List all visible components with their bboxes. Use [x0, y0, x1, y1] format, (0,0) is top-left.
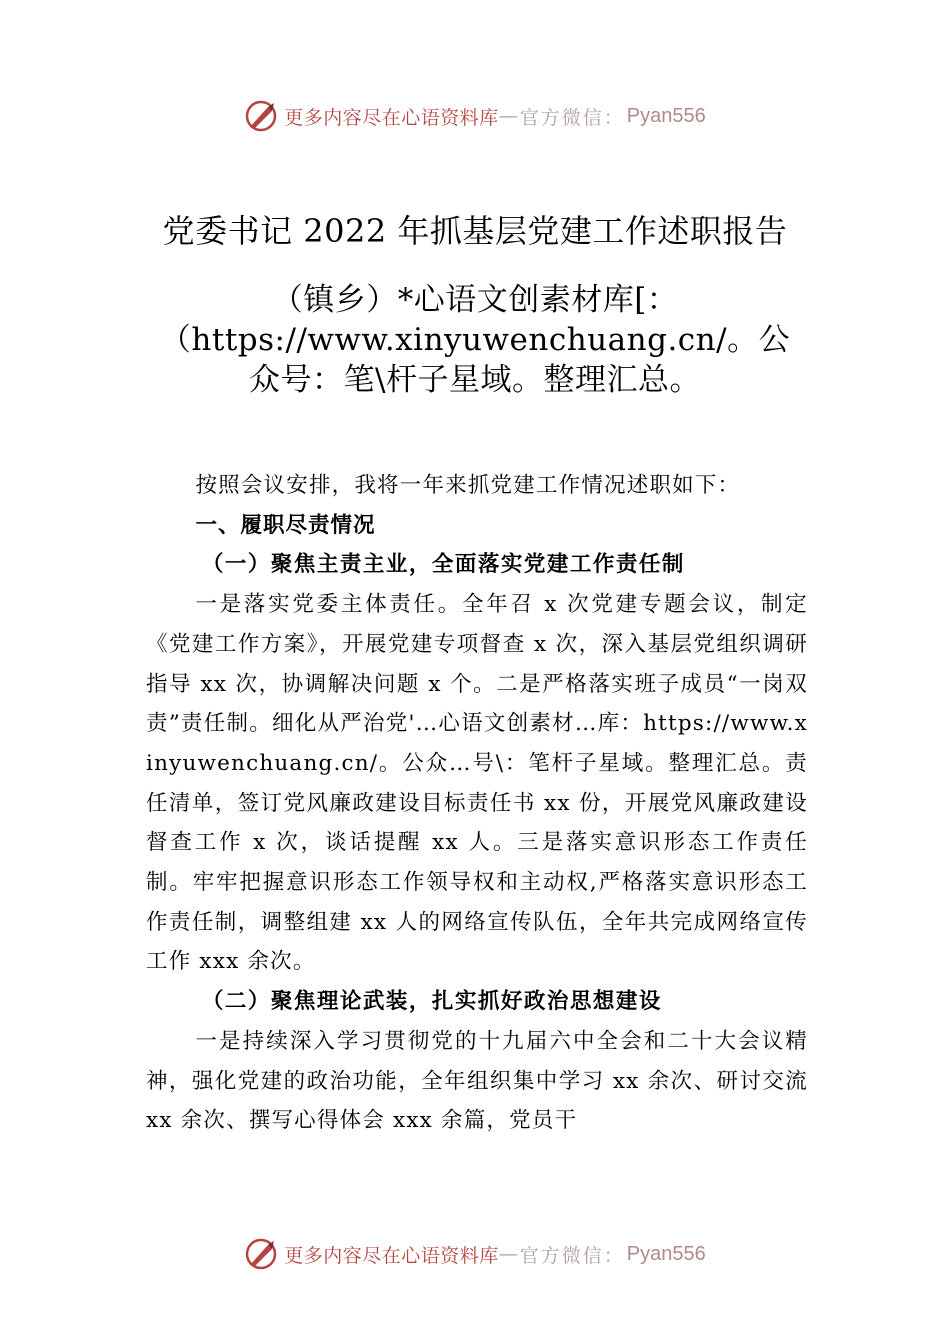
- banner-text: 更多内容尽在心语资料库: [284, 106, 499, 129]
- document-body: [146, 466, 808, 1141]
- quill-logo-icon: [244, 99, 278, 133]
- banner-dash: —: [498, 105, 520, 127]
- header-watermark-banner: [0, 96, 950, 136]
- subsection-heading-2: （二）聚焦理论武装，扎实抓好政治思想建设: [201, 989, 662, 1015]
- section-heading: 一、履职尽责情况: [195, 512, 376, 538]
- subsection-heading-1: （一）聚焦主责主业，全面落实党建工作责任制: [201, 552, 685, 578]
- banner-wechat-label: 官方微信：: [519, 106, 625, 129]
- banner-dash: —: [498, 1243, 520, 1265]
- document-title: 党委书记 2022 年抓基层党建工作述职报告: [162, 212, 788, 250]
- banner-wechat-id: Pyan556: [626, 1242, 706, 1265]
- body-paragraph-1: 一是落实党委主体责任。全年召 x 次党建专题会议，制定《党建工作方案》，开展党建专项督查 x 次，深入基层党组织调研指导 xx 次，协调解决问题 x 个。二是严格落实班子成员“一岗双责”责任制。细化从严治党'…心语文创素材…库：https://www.xinyuwenchuang.cn/。公众…号\：笔杆子星域。整理汇总。责任清单，签订党风廉政建设目标责任书 xx 份，开展党风廉政建设督查工作 x 次，谈话提醒 xx 人。三是落实意识形态工作责任制。牢牢把握意识形态工作领导权和主动权,严格落实意识形态工作责任制，调整组建 xx 人的网络宣传队伍，全年共完成网络宣传工作 xxx 余次。: [146, 592, 808, 975]
- document-subtitle: （镇乡）*心语文创素材库[：（https://www.xinyuwenchuang.cn/。公众号：笔\杆子星域。整理汇总。: [159, 282, 791, 398]
- intro-paragraph: 按照会议安排，我将一年来抓党建工作情况述职如下：: [195, 473, 741, 498]
- banner-wechat-id: Pyan556: [626, 104, 706, 127]
- footer-watermark-banner: [0, 1234, 950, 1274]
- body-paragraph-2: 一是持续深入学习贯彻党的十九届六中全会和二十大会议精神，强化党建的政治功能，全年组织集中学习 xx 余次、研讨交流 xx 余次、撰写心得体会 xxx 余篇，党员干: [146, 1028, 808, 1134]
- banner-wechat-label: 官方微信：: [519, 1244, 625, 1267]
- banner-text: 更多内容尽在心语资料库: [284, 1244, 499, 1267]
- quill-logo-icon: [244, 1237, 278, 1271]
